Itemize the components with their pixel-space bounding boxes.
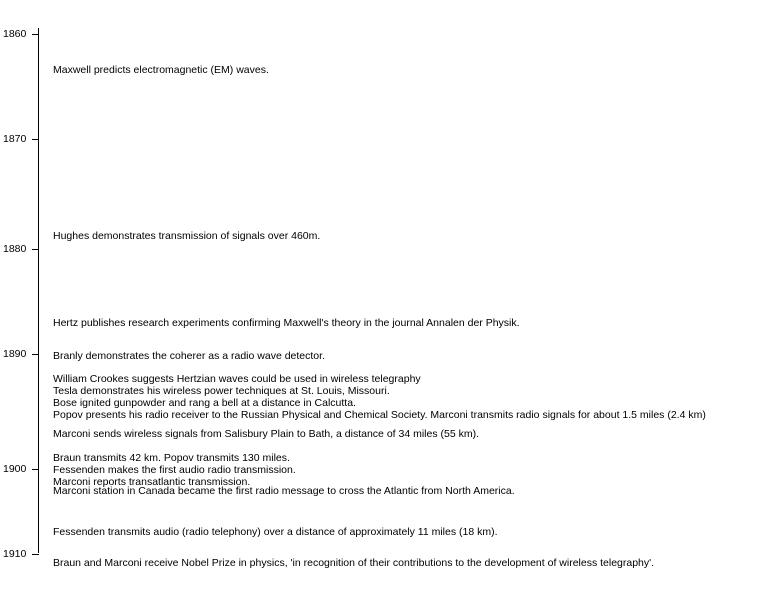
timeline-event: Tesla demonstrates his wireless power techniques at St. Louis, Missouri.: [53, 385, 390, 397]
axis-tick-1860: [32, 34, 39, 35]
timeline-event: Marconi reports transatlantic transmission.: [53, 476, 251, 488]
axis-label-1890: 1890: [3, 348, 27, 360]
axis-label-1880: 1880: [3, 243, 27, 255]
axis-tick-1880: [32, 249, 39, 250]
timeline-event: Popov presents his radio receiver to the Russian Physical and Chemical Society. Marconi transmits radio signals for about 1.5 miles (2.4 km): [53, 409, 706, 421]
axis-label-1910: 1910: [3, 548, 27, 560]
timeline-event: Braun and Marconi receive Nobel Prize in physics, 'in recognition of their contributions to the development of wireless telegraphy'.: [53, 557, 655, 569]
axis-label-1900: 1900: [3, 463, 27, 475]
timeline-event: Maxwell predicts electromagnetic (EM) waves.: [53, 64, 269, 76]
timeline-event: Hertz publishes research experiments confirming Maxwell's theory in the journal Annalen der Physik.: [53, 317, 520, 329]
timeline-event: Braun transmits 42 km. Popov transmits 130 miles.: [53, 452, 290, 464]
axis-tick-1900: [32, 469, 39, 470]
timeline-event: William Crookes suggests Hertzian waves could be used in wireless telegraphy: [53, 373, 421, 385]
timeline-axis-line: [38, 28, 39, 553]
axis-label-1860: 1860: [3, 28, 27, 40]
timeline-event: Marconi sends wireless signals from Salisbury Plain to Bath, a distance of 34 miles (55 km).: [53, 428, 480, 440]
timeline-event: Branly demonstrates the coherer as a radio wave detector.: [53, 350, 325, 362]
timeline-event: Fessenden transmits audio (radio telephony) over a distance of approximately 11 miles (18 km).: [53, 526, 498, 538]
timeline-event: Fessenden makes the first audio radio transmission.: [53, 464, 296, 476]
axis-tick-1870: [32, 139, 39, 140]
axis-label-1870: 1870: [3, 133, 27, 145]
timeline-event: Bose ignited gunpowder and rang a bell at a distance in Calcutta.: [53, 397, 356, 409]
axis-tick-1910: [32, 554, 39, 555]
axis-tick-1890: [32, 354, 39, 355]
timeline-event: Hughes demonstrates transmission of signals over 460m.: [53, 230, 321, 242]
timeline-event: Marconi station in Canada became the first radio message to cross the Atlantic from North America.: [53, 485, 515, 497]
